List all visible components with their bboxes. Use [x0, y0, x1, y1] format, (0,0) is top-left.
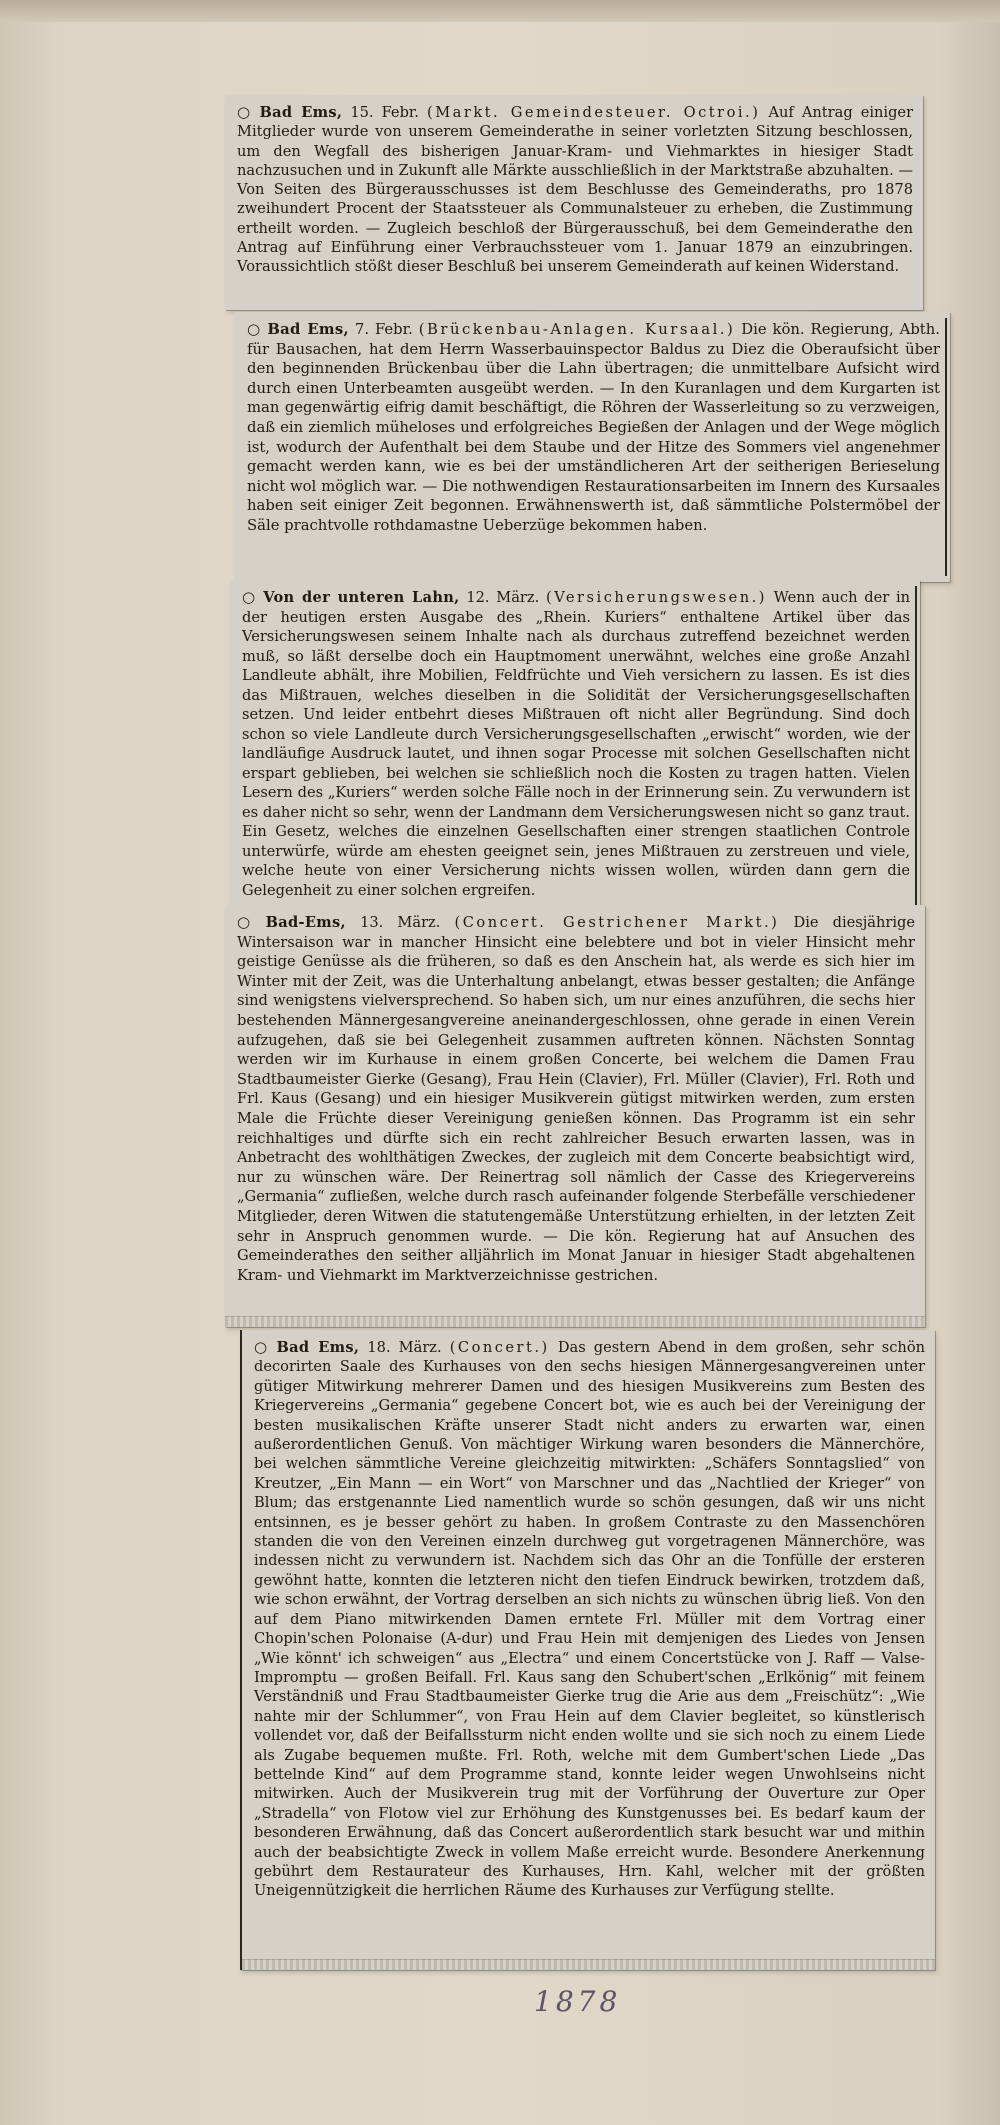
clipping-bad-ems-7-febr [235, 312, 950, 582]
clipping-body: Die diesjährige Wintersaison war in mancher Hinsicht eine belebtere und bot in vieler Hinsicht mehr geistige Genüsse als die früheren, so daß es den Anschein hat, als werde es sich hier im Winter mit der Zeit, was die Unterhaltung anbelangt, etwas besser gestalten; die Anfänge sind wenigstens vielversprechend. So haben sich, um nur eines anzuführen, die sechs hier bestehenden Männergesangvereine aneinandergeschlossen, ohne gerade in einen Verein aufzugehen, daß sie bei Gelegenheit zusammen auftreten können. Nächsten Sonntag werden wir im Kurhause in einem großen Concerte, bei welchem die Damen Frau Stadtbaumeister Gierke (Gesang), Frau Hein (Clavier), Frl. Müller (Clavier), Frl. Roth und Frl. Kaus (Gesang) und ein hiesiger Musikverein gütigst mitwirken werden, zum ersten Male die Früchte dieser Vereinigung genießen können. Das Programm ist ein sehr reichhaltiges und dürfte sich ein recht zahlreicher Besuch erwarten lassen, was in Anbetracht des wohlthätigen Zweckes, der zugleich mit dem Concerte beabsichtigt wird, nur zu wünschen wäre. Der Reinertrag soll nämlich der Casse des Kriegervereins „Germania“ zufließen, welche durch rasch aufeinander folgende Sterbefälle verschiedener Mitglieder, deren Witwen die statutengemäße Unterstützung erhielten, in der letzten Zeit sehr in Anspruch genommen wurde. — Die kön. Regierung hat auf Ansuchen des Gemeinderathes den seither alljährlich im Monat Januar in hiesiger Stadt abgehaltenen Kram- und Viehmarkt im Marktverzeichnisse gestrichen. [237, 914, 916, 1284]
clipping-text [242, 588, 910, 900]
clipping-heading [254, 1339, 558, 1356]
clipping-bad-ems-15-febr [225, 95, 923, 310]
clipping-body: Wenn auch der in der heutigen ersten Ausgabe des „Rhein. Kuriers“ enthaltene Artikel über das Versicherungswesen seinem Inhalte nach als durchaus zutreffend bezeichnet werden muß, so läßt derselbe doch ein Hauptmoment unerwähnt, welches eine große Anzahl Landleute abhält, ihre Mobilien, Feldfrüchte und Vieh versichern zu lassen. Es ist dies das Mißtrauen, welches dieselben in die Solidität der Versicherungsgesellschaften setzen. Und leider entbehrt dieses Mißtrauen oft nicht aller Begründung. Sind doch schon so viele Landleute durch Versicherungsgesellschaften „erwischt“ worden, wie der landläufige Ausdruck lautet, und ihnen sogar Processe mit solchen Gesellschaften nicht erspart geblieben, bei welchen sie schließlich noch die Kosten zu tragen hatten. Vielen Lesern des „Kuriers“ werden solche Fälle noch in der Erinnerung sein. Zu verwundern ist es daher nicht so sehr, wenn der Landmann dem Versicherungswesen nicht so ganz traut. Ein Gesetz, welches die einzelnen Gesellschaften einer strengen staatlichen Controle unterwürfe, würde am ehesten geeignet sein, jenes Mißtrauen zu zerstreuen und viele, welche heute von einer Versicherung nichts wissen wollen, würden dann gern die Gelegenheit zu einer solchen ergreifen. [242, 589, 911, 899]
clipping-cut-edge [242, 1959, 935, 1970]
clipping-topic: (Markt. Gemeindesteuer. Octroi.) [427, 104, 761, 121]
clipping-text [237, 103, 913, 277]
clipping-topic: (Concert. Gestrichener Markt.) [454, 914, 780, 931]
page-top-edge [0, 0, 1000, 22]
clipping-date: 13. März. [360, 914, 441, 931]
clipping-bad-ems-18-maerz [240, 1330, 935, 1970]
clipping-place: Bad Ems, [267, 321, 349, 338]
circle-bullet-icon: ○ [254, 1338, 271, 1356]
clipping-text [237, 913, 915, 1285]
clipping-cut-edge [225, 1316, 925, 1327]
clipping-heading [247, 321, 741, 338]
clipping-topic: (Concert.) [449, 1339, 550, 1356]
clipping-place: Von der unteren Lahn, [263, 589, 460, 606]
clipping-body: Das gestern Abend in dem großen, sehr schön decorirten Saale des Kurhauses von den sechs hiesigen Männergesangvereinen unter gütiger Mitwirkung mehrerer Damen und des hiesigen Musikvereins zum Besten des Kriegervereins „Germania“ gegebene Concert bot, wie es auch bei der Vereinigung der besten musikalischen Kräfte unserer Stadt nicht anders zu erwarten war, einen außerordentlichen Genuß. Von mächtiger Wirkung waren besonders die Männerchöre, bei welchen sämmtliche Vereine gleichzeitig mitwirkten: „Schäfers Sonntagslied“ von Kreutzer, „Ein Mann — ein Wort“ von Marschner und das „Nachtlied der Krieger“ von Blum; das erstgenannte Lied namentlich wurde so schön gesungen, daß wir uns nicht entsinnen, es je besser gehört zu haben. In großem Contraste zu den Massenchören standen die von den Vereinen einzeln durchweg gut vorgetragenen Männerchöre, was indessen nicht zu verwundern ist. Nachdem sich das Ohr an die Tonfülle der ersteren gewöhnt hatte, konnten die letzteren nicht den tiefen Eindruck bewirken, trotzdem daß, wie schon erwähnt, der Vortrag derselben an sich nichts zu wünschen übrig ließ. Von den auf dem Piano mitwirkenden Damen erntete Frl. Müller mit dem Vortrag einer Chopin'schen Polonaise (A-dur) und Frau Hein mit demjenigen des Liedes von Jensen „Wie könnt' ich schweigen“ aus „Electra“ und einem Concertstücke von J. Raff — Valse-Impromptu — großen Beifall. Frl. Kaus sang den Schubert'schen „Erlkönig“ mit feinem Verständniß und Frau Stadtbaumeister Gierke trug die Arie aus dem „Freischütz“: „Wie nahte mir der Schlummer“, von Frau Hein auf dem Clavier begleitet, so künstlerisch vollendet vor, daß der Beifallssturm nicht enden wollte und sie sich noch zu einem Liede als Zugabe bequemen mußte. Frl. Roth, welche mit dem Gumbert'schen Liede „Das bettelnde Kind“ auf dem Programme stand, konnte leider wegen Unwohlseins nicht mitwirken. Auch der Musikverein trug mit der Vorführung der Ouverture zur Oper „Stradella“ von Flotow viel zur Erhöhung des Kunstgenusses bei. Es bedarf kaum der besonderen Erwähnung, daß das Concert außerordentlich stark besucht war und mithin auch der beabsichtigte Zweck in vollem Maße erreicht wurde. Besondere Anerkennung gebührt dem Restaurateur des Kurhauses, Hrn. Kahl, welcher mit der größten Uneigennützigkeit die herrlichen Räume des Kurhauses zur Verfügung stellte. [254, 1339, 925, 1900]
clipping-heading [237, 104, 768, 121]
clipping-date: 12. März. [466, 589, 540, 606]
clipping-body: Auf Antrag einiger Mitglieder wurde von unserem Gemeinderathe in seiner vorletzten Sitzung beschlossen, um den Wegfall des bisherigen Januar-Kram- und Viehmarktes in hiesiger Stadt nachzusuchen und in Zukunft alle Märkte ausschließlich in der Marktstraße abzuhalten. — Von Seiten des Bürgerausschusses ist dem Beschlusse des Gemeinderaths, pro 1878 zweihundert Procent der Staatssteuer als Communalsteuer zu erheben, die Zustimmung ertheilt worden. — Zugleich beschloß der Bürgerausschuß, bei dem Gemeinderathe den Antrag auf Einführung einer Verbrauchssteuer vom 1. Januar 1879 an einzubringen. Voraussichtlich stößt dieser Beschluß bei unserem Gemeinderath auf keinen Widerstand. [237, 104, 914, 276]
clipping-heading [242, 589, 774, 606]
clipping-date: 15. Febr. [350, 104, 419, 121]
clipping-bad-ems-13-maerz [225, 905, 925, 1327]
clipping-untere-lahn-12-maerz [230, 580, 920, 912]
clipping-place: Bad Ems, [259, 104, 343, 121]
column-rule [915, 586, 917, 906]
clipping-topic: (Brückenbau-Anlagen. Kursaal.) [418, 321, 736, 338]
clipping-heading [237, 914, 794, 931]
clipping-date: 7. Febr. [354, 321, 413, 338]
clipping-body: Die kön. Regierung, Abth. für Bausachen, hat dem Herrn Wasserbauinspector Baldus zu Diez die Oberaufsicht über den beginnenden Brückenbau über die Lahn übertragen; die unmittelbare Aufsicht wird durch einen Unterbeamten ausgeübt werden. — In den Kuranlagen und dem Kurgarten ist man gegenwärtig eifrig damit beschäftigt, die Röhren der Wasserleitung so zu verzweigen, daß ein ziemlich müheloses und erfolgreiches Begießen der Anlagen und der Wege möglich ist, wodurch der Aufenthalt bei dem Staube und der Hitze des Sommers viel angenehmer gemacht werden kann, wie es bei der umständlicheren Art der seitherigen Berieselung nicht wol möglich war. — Die nothwendigen Restaurationsarbeiten im Innern des Kursaales haben seit einiger Zeit begonnen. Erwähnenswerth ist, daß sämmtliche Polstermöbel der Säle prachtvolle rothdamastne Ueberzüge bekommen haben. [247, 321, 940, 534]
circle-bullet-icon: ○ [237, 103, 254, 121]
column-rule [945, 318, 947, 576]
circle-bullet-icon: ○ [242, 588, 258, 606]
clipping-topic: (Versicherungswesen.) [546, 589, 767, 606]
clipping-text [247, 320, 940, 536]
circle-bullet-icon: ○ [247, 320, 262, 338]
clipping-text [254, 1338, 925, 1901]
circle-bullet-icon: ○ [237, 913, 260, 931]
clipping-place: Bad Ems, [276, 1339, 360, 1356]
clipping-place: Bad-Ems, [265, 914, 346, 931]
handwritten-year: 1878 [534, 1985, 622, 2018]
clipping-date: 18. März. [367, 1339, 442, 1356]
